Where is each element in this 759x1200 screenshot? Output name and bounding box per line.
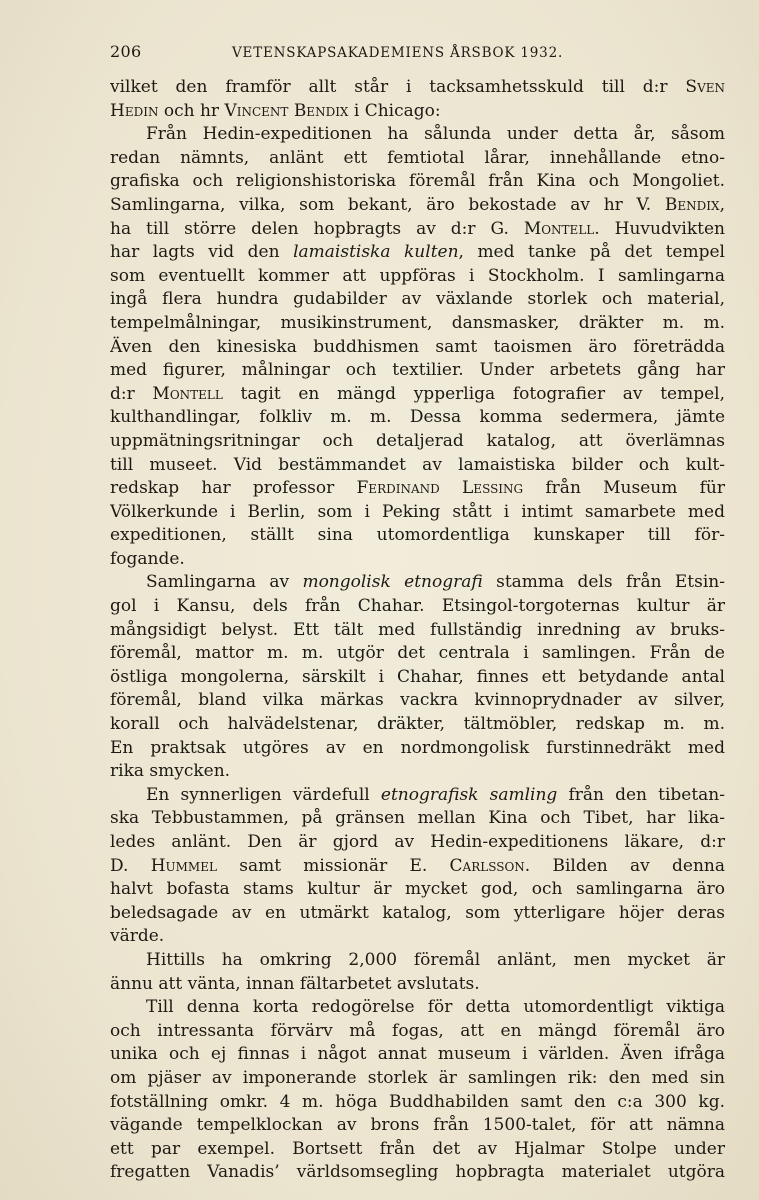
text-line	[110, 855, 725, 879]
text-segment: ännu att vänta, innan fältarbetet avslutats.	[110, 973, 480, 994]
text-segment: kulthandlingar, folkliv m. m. Dessa komma sedermera, jämte	[110, 407, 725, 428]
running-title: VETENSKAPSAKADEMIENS ÅRSBOK 1932.	[232, 45, 564, 61]
text-line	[110, 454, 725, 478]
text-segment: från den tibetan-	[557, 784, 725, 805]
text-line	[110, 1020, 725, 1044]
text-segment: fregatten Vanadis’ världsomsegling hopbragta materialet utgöra	[110, 1162, 725, 1183]
text-segment: Samlingarna, vilka, som bekant, äro bekostade av hr V.	[110, 194, 665, 215]
text-segment: tagit en mängd ypperliga fotografier av tempel,	[222, 383, 725, 404]
text-segment: redan nämnts, anlänt ett femtiotal lårar, innehållande etno-	[110, 147, 725, 168]
text-line	[110, 737, 725, 761]
text-segment: Hittills ha omkring 2,000 föremål anlänt, men mycket är	[146, 949, 725, 970]
text-segment: unika och ej finnas i något annat museum i världen. Även ifråga	[110, 1044, 725, 1065]
text-line	[110, 595, 725, 619]
text-line	[110, 713, 725, 737]
text-line	[110, 642, 725, 666]
body-text	[110, 76, 725, 1185]
text-segment: korall och halvädelstenar, dräkter, tältmöbler, redskap m. m.	[110, 714, 725, 735]
text-segment: Från Hedin-expeditionen ha sålunda under detta år, såsom	[146, 124, 725, 145]
text-segment: halvt bofasta stams kultur är mycket god, och samlingarna äro	[110, 879, 725, 900]
text-segment: expeditionen, ställt sina utomordentliga kunskaper till för-	[110, 525, 725, 546]
proper-name: Ferdinand Lessing	[356, 478, 524, 499]
proper-name: Hummel	[150, 855, 217, 876]
text-line	[110, 571, 725, 595]
proper-name: Bendix	[664, 194, 720, 215]
text-segment: . Huvudvikten	[594, 218, 725, 239]
text-line	[110, 312, 725, 336]
text-line	[110, 194, 725, 218]
text-segment: i Chicago:	[348, 100, 441, 121]
text-line	[110, 619, 725, 643]
text-line	[110, 1114, 725, 1138]
text-segment: D.	[110, 855, 151, 876]
text-line	[110, 241, 725, 265]
text-line	[110, 406, 725, 430]
text-segment: fogande.	[110, 548, 185, 569]
text-line	[110, 1161, 725, 1185]
text-line	[110, 336, 725, 360]
text-segment: och intressanta förvärv må fogas, att en mängd föremål äro	[110, 1020, 725, 1041]
emphasis-text: lamaistiska kulten	[293, 242, 459, 263]
text-line	[110, 878, 725, 902]
text-line	[110, 359, 725, 383]
text-line	[110, 123, 725, 147]
text-segment: vägande tempelklockan av brons från 1500-talet, för att nämna	[110, 1115, 725, 1136]
proper-name: Sven	[685, 77, 725, 97]
text-line	[110, 265, 725, 289]
text-segment: tempelmålningar, musikinstrument, dansmasker, dräkter m. m.	[110, 312, 725, 333]
text-segment: , med tanke på det tempel	[458, 242, 725, 263]
text-line	[110, 925, 725, 949]
text-segment: ,	[719, 194, 725, 215]
text-segment: föremål, bland vilka märkas vackra kvinnoprydnader av silver,	[110, 690, 725, 711]
text-segment: stamma dels från Etsin-	[482, 572, 725, 593]
text-segment: En praktsak utgöres av en nordmongolisk furstinnedräkt med	[110, 737, 725, 758]
text-line	[110, 100, 725, 124]
text-segment: mångsidigt belyst. Ett tält med fullständig inredning av bruks-	[110, 619, 725, 640]
text-line	[110, 548, 725, 572]
text-line	[110, 784, 725, 808]
text-line	[110, 760, 725, 784]
text-line	[110, 288, 725, 312]
running-header	[110, 42, 730, 61]
text-line	[110, 996, 725, 1020]
proper-name: Carlsson	[449, 855, 525, 876]
text-segment: Även den kinesiska buddhismen samt taoismen äro företrädda	[110, 336, 725, 357]
text-segment: rika smycken.	[110, 761, 231, 782]
text-segment: fotställning omkr. 4 m. höga Buddhabilden samt den c:a 300 kg.	[110, 1091, 725, 1112]
text-segment: ha till större delen hopbragts av d:r G.	[110, 218, 524, 239]
text-segment: Till denna korta redogörelse för detta utomordentligt viktiga	[146, 997, 725, 1018]
text-line	[110, 831, 725, 855]
text-line	[110, 170, 725, 194]
text-segment: som eventuellt kommer att uppföras i Stockholm. I samlingarna	[110, 265, 725, 286]
proper-name: Montell	[152, 383, 223, 404]
text-line	[110, 689, 725, 713]
text-segment: redskap har professor	[110, 478, 357, 499]
text-segment: . Bilden av denna	[524, 855, 725, 876]
text-segment: med figurer, målningar och textilier. Under arbetets gång har	[110, 360, 725, 381]
text-segment: och hr	[158, 100, 225, 121]
text-segment: Samlingarna av	[146, 572, 303, 593]
text-line	[110, 430, 725, 454]
text-line	[110, 666, 725, 690]
text-segment: östliga mongolerna, särskilt i Chahar, finnes ett betydande antal	[110, 666, 725, 687]
text-line	[110, 1138, 725, 1162]
text-segment: Völkerkunde i Berlin, som i Peking stått i intimt samarbete med	[110, 501, 725, 522]
text-segment: ett par exempel. Bortsett från det av Hjalmar Stolpe under	[110, 1138, 725, 1159]
text-line	[110, 807, 725, 831]
text-line	[110, 477, 725, 501]
text-segment: föremål, mattor m. m. utgör det centrala i samlingen. Från de	[110, 643, 725, 664]
text-segment: ledes anlänt. Den är gjord av Hedin-expeditionens läkare, d:r	[110, 832, 725, 852]
text-segment: till museet. Vid bestämmandet av lamaistiska bilder och kult-	[110, 454, 725, 475]
text-segment: samt missionär E.	[216, 855, 450, 876]
text-segment: En synnerligen värdefull	[146, 784, 381, 805]
text-line	[110, 949, 725, 973]
text-segment: d:r	[110, 383, 153, 404]
text-segment: gol i Kansu, dels från Chahar. Etsingol-torgoternas kultur är	[110, 596, 725, 617]
text-segment: om pjäser av imponerande storlek är samlingen rik: den med sin	[110, 1067, 725, 1088]
text-line	[110, 973, 725, 997]
text-line	[110, 1067, 725, 1091]
page-number: 206	[110, 42, 142, 61]
text-segment: har lagts vid den	[110, 242, 294, 263]
text-line	[110, 76, 725, 100]
text-segment: grafiska och religionshistoriska föremål från Kina och Mongoliet.	[110, 171, 725, 192]
text-segment: beledsagade av en utmärkt katalog, som ytterligare höjer deras	[110, 902, 725, 923]
proper-name: Montell	[523, 218, 595, 239]
text-line	[110, 1043, 725, 1067]
proper-name: Hedin	[110, 100, 159, 121]
text-segment: från Museum für	[523, 478, 725, 499]
text-line	[110, 218, 725, 242]
text-line	[110, 147, 725, 171]
text-line	[110, 383, 725, 407]
emphasis-text: etnografisk samling	[380, 784, 558, 805]
text-line	[110, 1091, 725, 1115]
text-segment: vilket den framför allt står i tacksamhetsskuld till d:r	[110, 77, 686, 97]
proper-name: Vincent Bendix	[224, 100, 349, 121]
text-segment: värde.	[110, 926, 165, 947]
text-segment: uppmätningsritningar och detaljerad katalog, att överlämnas	[110, 430, 725, 451]
text-line	[110, 501, 725, 525]
emphasis-text: mongolisk etnografi	[302, 572, 483, 593]
text-line	[110, 524, 725, 548]
text-line	[110, 902, 725, 926]
text-segment: ingå flera hundra gudabilder av växlande storlek och material,	[110, 289, 725, 310]
text-segment: ska Tebbustammen, på gränsen mellan Kina och Tibet, har lika-	[110, 808, 725, 829]
